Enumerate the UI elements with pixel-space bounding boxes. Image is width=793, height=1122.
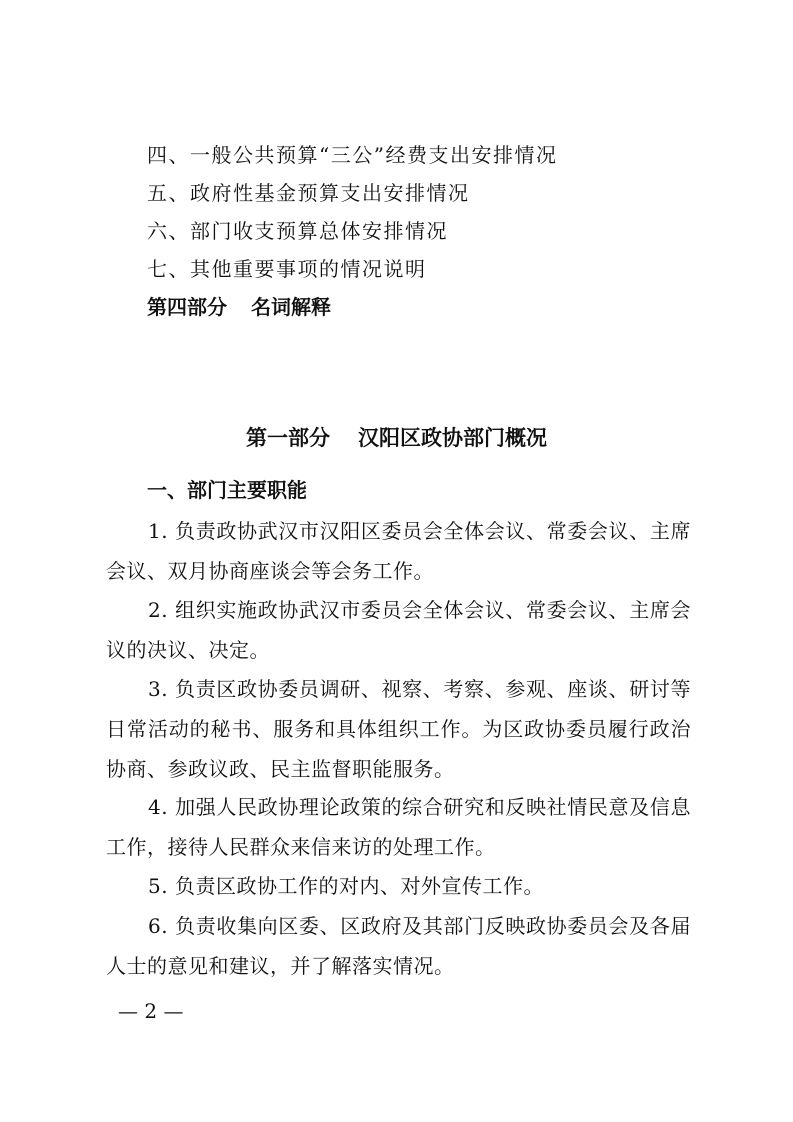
toc-item: 四、一般公共预算“三公”经费支出安排情况	[147, 143, 558, 167]
page-number: — 2 —	[118, 999, 184, 1023]
toc-item: 七、其他重要事项的情况说明	[147, 257, 427, 281]
paragraph: 3. 负责区政协委员调研、视察、考察、参观、座谈、研讨等日常活动的秘书、服务和具体组织工作。为区政协委员履行政治协商、参政议政、民主监督职能服务。	[106, 677, 691, 781]
paragraph: 4. 加强人民政协理论政策的综合研究和反映社情民意及信息工作，接待人民群众来信来访的处理工作。	[106, 795, 691, 859]
toc-item: 六、部门收支预算总体安排情况	[147, 219, 448, 243]
toc-part4-heading	[147, 294, 331, 320]
section-heading: 一、部门主要职能	[147, 478, 307, 502]
toc-part4-label: 第四部分	[147, 295, 227, 319]
paragraph: 1. 负责政协武汉市汉阳区委员会全体会议、常委会议、主席会议、双月协商座谈会等会务工作。	[106, 519, 691, 583]
paragraph: 5. 负责区政协工作的对内、对外宣传工作。	[148, 874, 544, 898]
toc-item: 五、政府性基金预算支出安排情况	[147, 181, 470, 205]
part1-name: 汉阳区政协部门概况	[358, 426, 547, 450]
paragraph: 2. 组织实施政协武汉市委员会全体会议、常委会议、主席会议的决议、决定。	[106, 598, 691, 662]
paragraph: 6. 负责收集向区委、区政府及其部门反映政协委员会及各届人士的意见和建议，并了解落实情况。	[106, 914, 691, 978]
toc-part4-title: 名词解释	[251, 295, 331, 319]
part1-title	[0, 424, 793, 452]
part1-label: 第一部分	[246, 426, 330, 450]
